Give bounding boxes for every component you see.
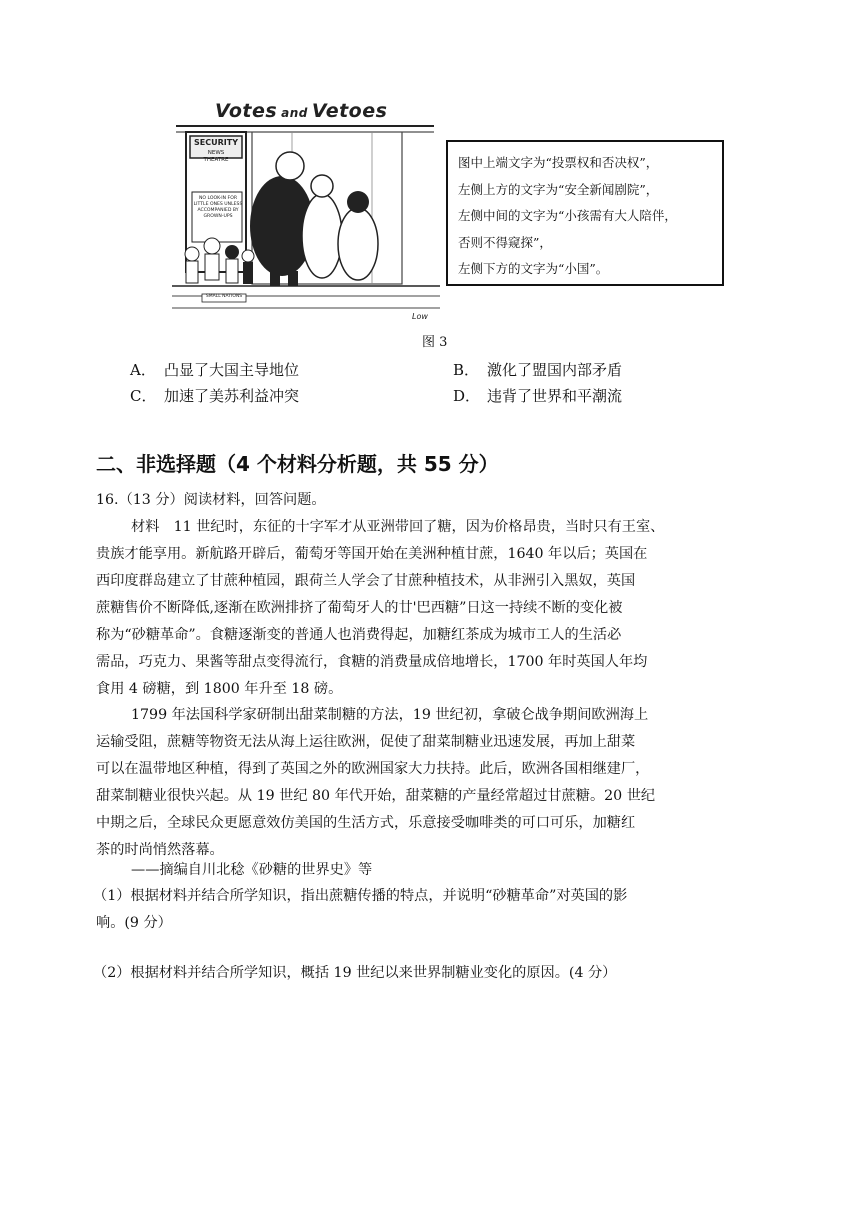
option-text: 凸显了大国主导地位 — [164, 361, 300, 379]
cartoon-title-and: and — [281, 106, 308, 120]
notice-board — [192, 196, 244, 220]
material-line: 中期之后，全球民众更愿意效仿美国的生活方式，乐意接受咖啡类的可口可乐，加糖红 — [96, 815, 636, 831]
option-text: 违背了世界和平潮流 — [487, 387, 623, 405]
figure-description-box — [446, 140, 724, 286]
material-source: ——摘编自川北稔《砂糖的世界史》等 — [131, 862, 373, 878]
option-letter: A． — [130, 361, 156, 379]
option-d[interactable] — [453, 385, 622, 406]
material-line: 甜菜制糖业很快兴起。从 19 世纪 80 年代开始，甜菜糖的产量经常超过甘蔗糖。20 世纪 — [96, 788, 656, 804]
figure-caption: 图 3 — [422, 335, 448, 350]
theatre-sign: THEATRE — [203, 157, 229, 163]
material-line: 茶的时尚悄然落幕。 — [96, 842, 224, 858]
subquestion-1: （1）根据材料并结合所学知识，指出蔗糖传播的特点，并说明“砂糖革命”对英国的影 — [93, 888, 628, 904]
section-title: 二、非选择题（4 个材料分析题，共 55 分） — [96, 452, 499, 476]
notice-line: NO LOOK-IN FOR — [198, 196, 238, 201]
subquestion-2: （2）根据材料并结合所学知识，概括 19 世纪以来世界制糖业变化的原因。(4 分） — [93, 965, 617, 981]
material-line: 1799 年法国科学家研制出甜菜制糖的方法，19 世纪初，拿破仑战争期间欧洲海上 — [131, 707, 649, 723]
option-b[interactable] — [453, 359, 622, 380]
cartoon-title-vetoes: Vetoes — [311, 100, 388, 122]
subquestion-1-cont: 响。(9 分） — [96, 915, 172, 931]
option-letter: B． — [453, 361, 480, 379]
small-nations-label: SMALL NATIONS — [205, 294, 243, 299]
option-text: 加速了美苏利益冲突 — [164, 387, 300, 405]
option-letter: D． — [453, 387, 481, 405]
material-line: 食用 4 磅糖，到 1800 年升至 18 磅。 — [96, 681, 343, 697]
material-line: 称为“砂糖革命”。食糖逐渐变的普通人也消费得起，加糖红茶成为城市工人的生活必 — [96, 627, 622, 643]
security-sign: SECURITY — [194, 138, 238, 147]
material-line: 贵族才能享用。新航路开辟后，葡萄牙等国开始在美洲种植甘蔗，1640 年以后；英国在 — [96, 546, 648, 562]
description-line: 图中上端文字为“投票权和否决权”， — [458, 155, 659, 170]
material-line: 运输受阻，蔗糖等物资无法从海上运往欧洲，促使了甜菜制糖业迅速发展，再加上甜菜 — [96, 734, 636, 750]
material-line: 需品，巧克力、果酱等甜点变得流行，食糖的消费量成倍地增长，1700 年时英国人年均 — [96, 654, 648, 670]
option-a[interactable] — [130, 359, 299, 380]
description-line: 左侧下方的文字为“小国”。 — [458, 261, 609, 276]
description-line: 左侧上方的文字为“安全新闻剧院”， — [458, 181, 659, 197]
material-line: 可以在温带地区种植，得到了英国之外的欧洲国家大力扶持。此后，欧洲各国相继建厂， — [96, 761, 650, 777]
question-header: 16.（13 分）阅读材料，回答问题。 — [96, 492, 326, 508]
news-sign: NEWS — [207, 150, 225, 156]
notice-line: ACCOMPANIED BY — [197, 208, 239, 213]
description-line: 左侧中间的文字为“小孩需有大人陪伴， — [458, 208, 677, 223]
option-text: 激化了盟国内部矛盾 — [487, 361, 623, 379]
cartoon-title-votes: Votes — [215, 100, 278, 122]
material-line: 蔗糖售价不断降低,逐渐在欧洲排挤了葡萄牙人的廿'巴西糖”日这一持续不断的变化被 — [96, 600, 623, 616]
cartoon-signature: Low — [412, 312, 428, 321]
material-line: 西印度群岛建立了甘蔗种植园，跟荷兰人学会了甘蔗种植技术，从非洲引入黑奴，英国 — [96, 573, 636, 589]
description-line: 否则不得窥探”， — [458, 234, 552, 250]
material-line: 材料 11 世纪时，东征的十字军才从亚洲带回了糖，因为价格昂贵，当时只有王室、 — [131, 519, 665, 535]
cartoon-title — [215, 100, 387, 122]
notice-line: GROWN-UPS — [203, 214, 233, 219]
notice-line: LITTLE ONES UNLESS — [193, 202, 243, 207]
option-letter: C． — [130, 387, 157, 405]
option-c[interactable] — [130, 385, 299, 406]
